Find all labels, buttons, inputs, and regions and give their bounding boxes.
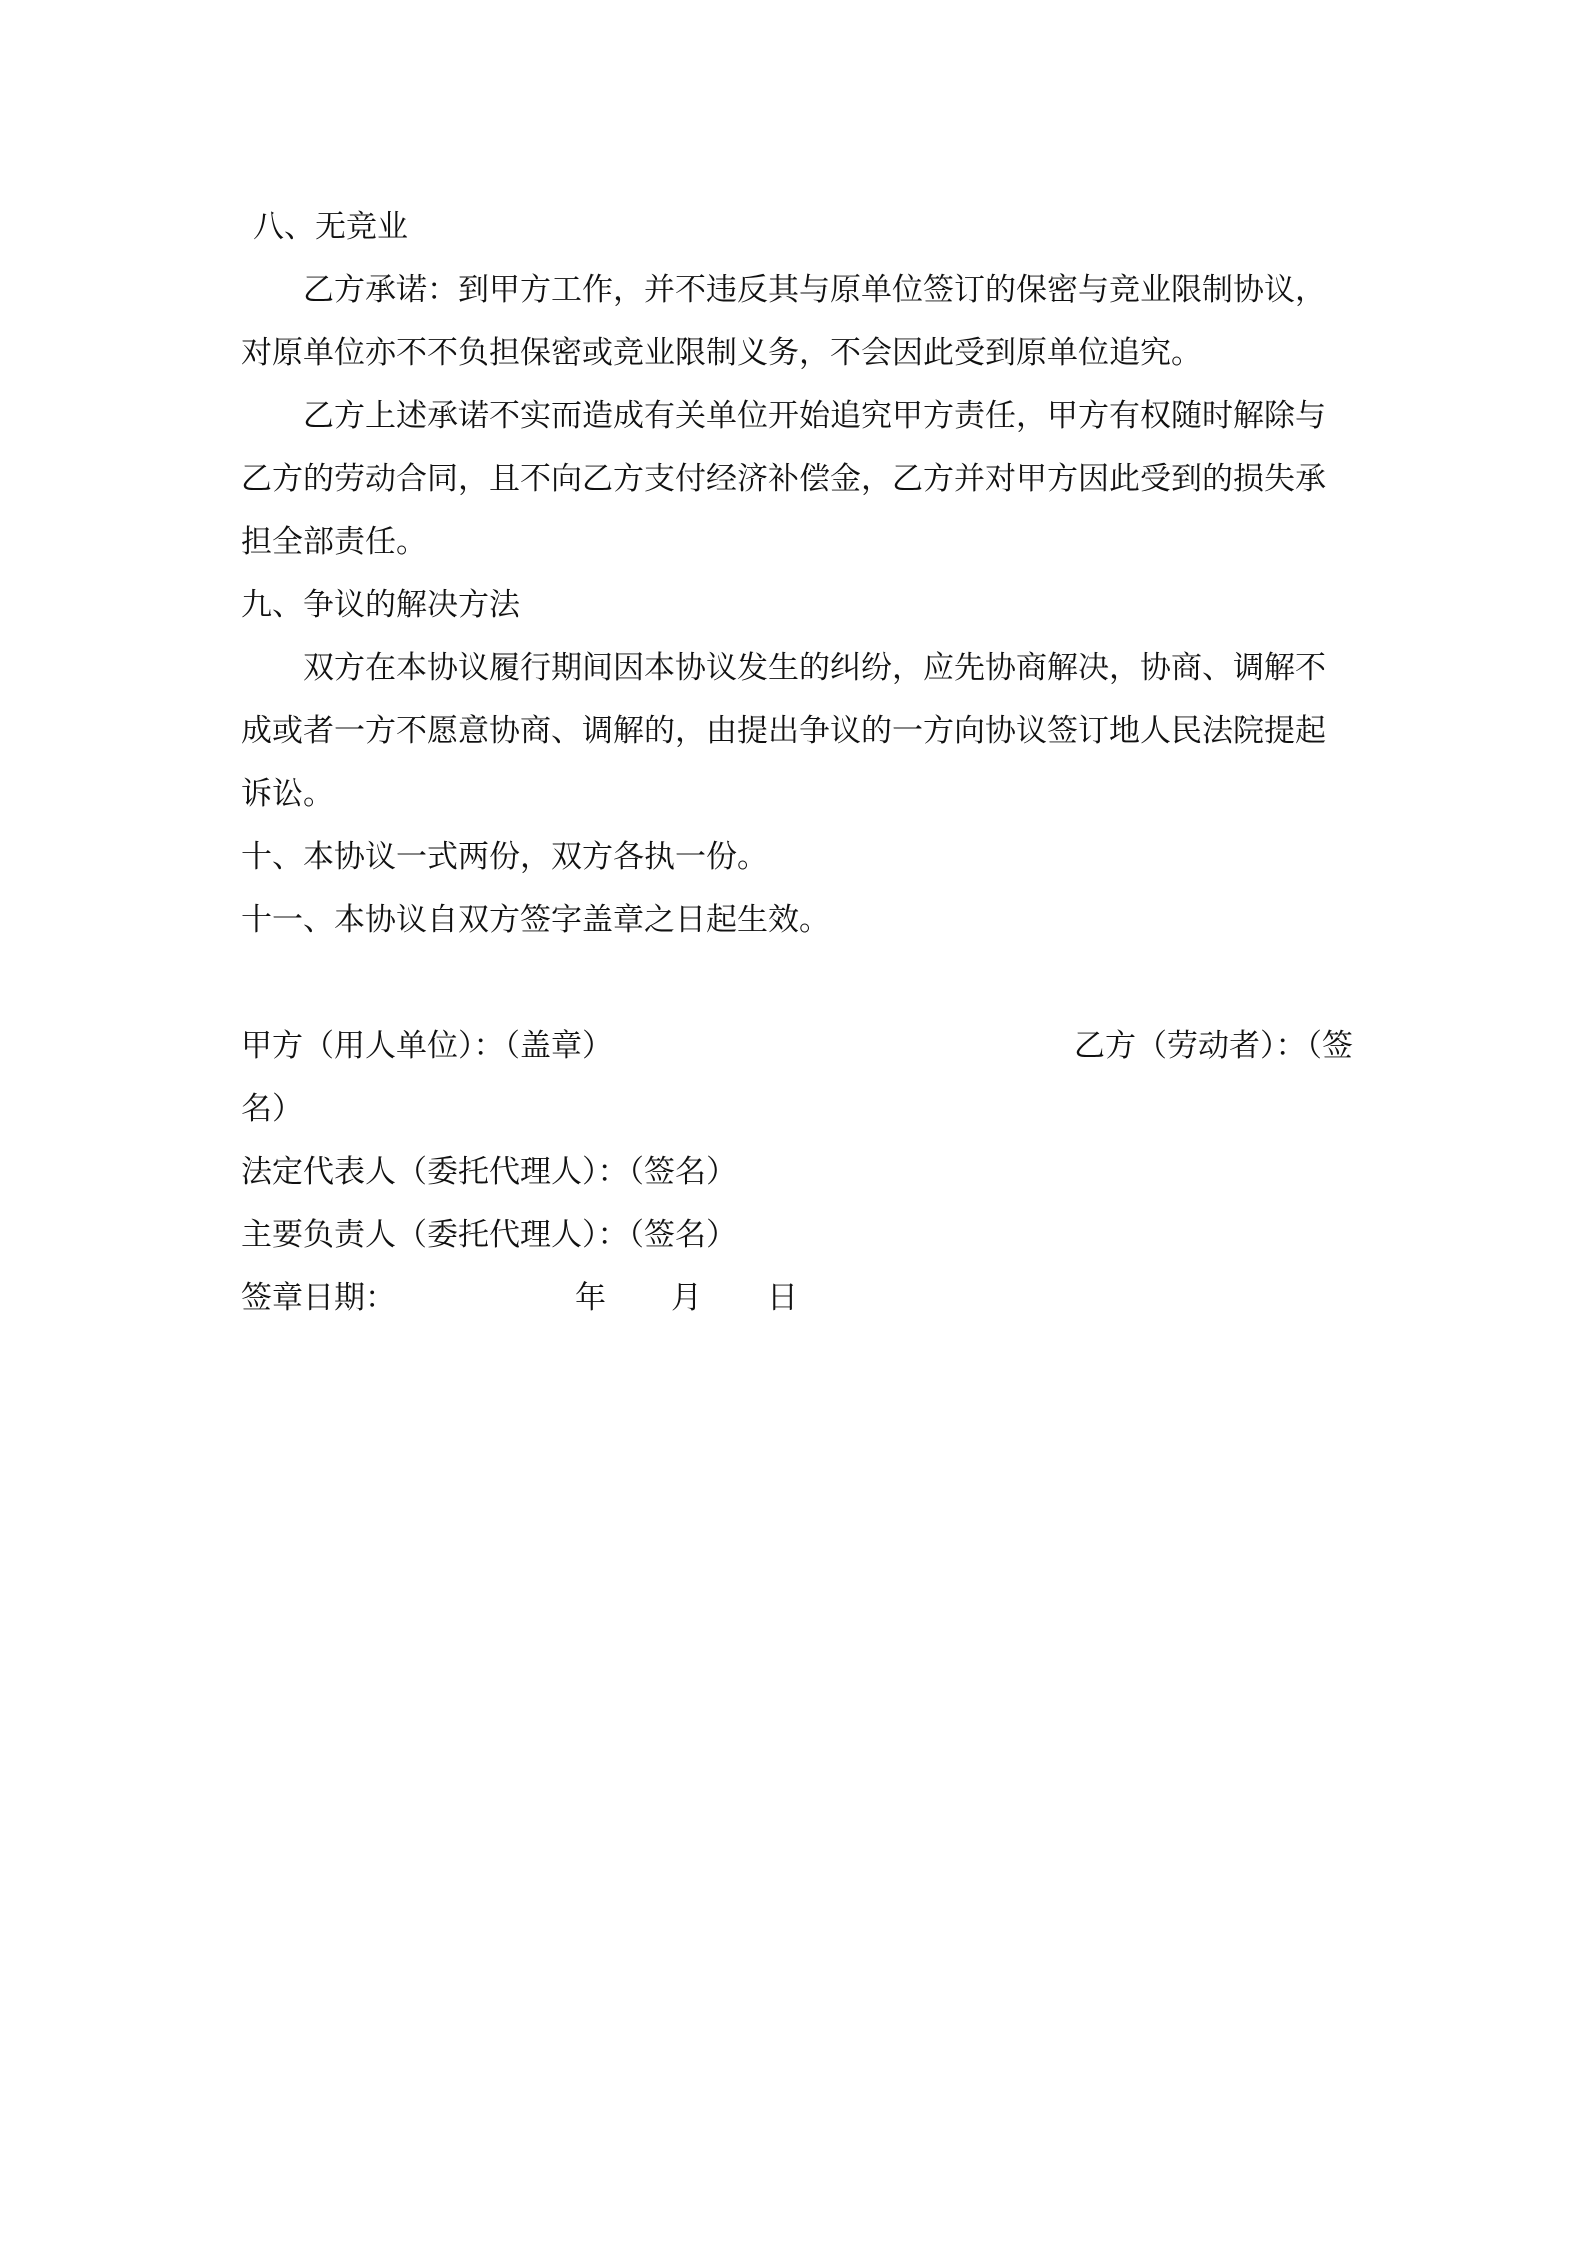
signing-date-label: 签章日期：	[241, 1280, 396, 1316]
section-8-paragraph-1-line-2: 对原单位亦不不负担保密或竞业限制义务，不会因此受到原单位追究。	[241, 335, 1202, 371]
principal-signature: 主要负责人（委托代理人）：（签名）	[241, 1217, 737, 1253]
section-8-paragraph-2-line-3: 担全部责任。	[241, 524, 427, 560]
document-body	[241, 196, 1353, 1330]
section-11: 十一、本协议自双方签字盖章之日起生效。	[241, 902, 830, 938]
signing-date-year: 年	[575, 1280, 606, 1316]
section-9-paragraph-line-2: 成或者一方不愿意协商、调解的，由提出争议的一方向协议签订地人民法院提起	[241, 713, 1326, 749]
signing-date	[241, 1267, 1353, 1330]
section-10: 十、本协议一式两份，双方各执一份。	[241, 839, 768, 875]
spacer	[241, 952, 1353, 1015]
signature-row-parties	[241, 1015, 1353, 1078]
party-b-signature-continued: 名）	[241, 1091, 303, 1127]
signing-date-month: 月	[671, 1280, 702, 1316]
signing-date-day: 日	[767, 1280, 798, 1316]
section-8-paragraph-1-line-1: 乙方承诺：到甲方工作，并不违反其与原单位签订的保密与竞业限制协议，	[303, 272, 1326, 308]
section-8-heading: 八、无竞业	[253, 209, 408, 245]
section-9-paragraph-line-1: 双方在本协议履行期间因本协议发生的纠纷，应先协商解决，协商、调解不	[303, 650, 1326, 686]
legal-representative-signature: 法定代表人（委托代理人）：（签名）	[241, 1154, 737, 1190]
party-a-signature: 甲方（用人单位）：（盖章）	[241, 1028, 613, 1064]
section-9-paragraph-line-3: 诉讼。	[241, 776, 334, 812]
party-b-signature: 乙方（劳动者）：（签	[1074, 1028, 1353, 1064]
section-8-paragraph-2-line-1: 乙方上述承诺不实而造成有关单位开始追究甲方责任，甲方有权随时解除与	[303, 398, 1326, 434]
section-9-heading: 九、争议的解决方法	[241, 587, 520, 623]
section-8-paragraph-2-line-2: 乙方的劳动合同，且不向乙方支付经济补偿金，乙方并对甲方因此受到的损失承	[241, 461, 1326, 497]
